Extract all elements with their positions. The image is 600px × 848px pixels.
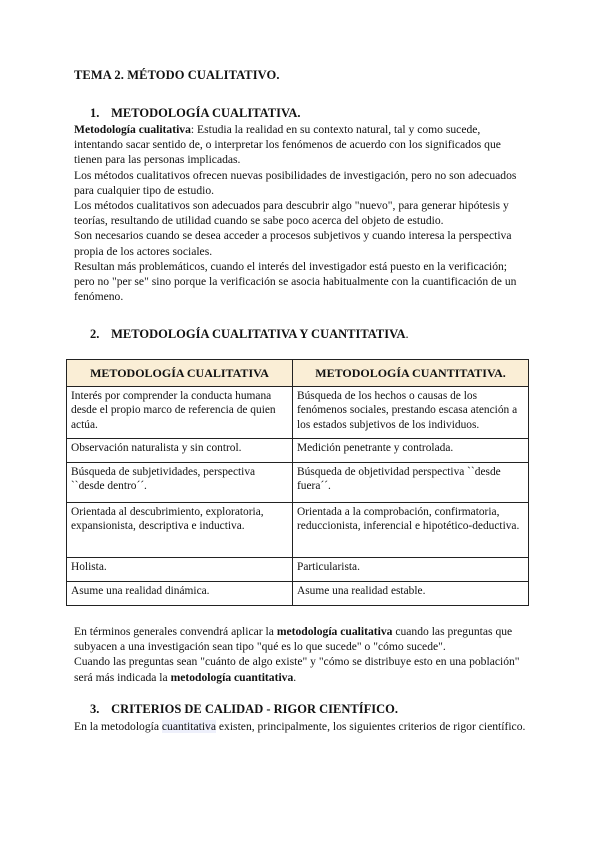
section-2-heading bbox=[90, 327, 409, 342]
text-run: Cuando las preguntas sean "cuánto de algo existe" y "cómo se distribuye esto en una población" será más indicada la bbox=[74, 655, 520, 684]
paragraph bbox=[74, 719, 530, 734]
table-cell: Observación naturalista y sin control. bbox=[67, 439, 293, 463]
text-run: En términos generales convendrá aplicar la bbox=[74, 625, 277, 638]
section-2-after-body bbox=[74, 624, 530, 685]
table-cell: Orientada a la comprobación, confirmatoria, reduccionista, inferencial e hipotético-deductiva. bbox=[293, 503, 529, 558]
section-1-number: 1. bbox=[90, 106, 100, 120]
paragraph bbox=[74, 654, 530, 684]
highlighted-word: cuantitativa bbox=[161, 720, 216, 733]
table-cell: Interés por comprender la conducta humana desde el propio marco de referencia de quien actúa. bbox=[67, 387, 293, 439]
paragraph: Son necesarios cuando se desea acceder a procesos subjetivos y cuando interesa la perspectiva propia de los actores sociales. bbox=[74, 229, 512, 258]
table-cell: Asume una realidad dinámica. bbox=[67, 582, 293, 606]
table-cell: Particularista. bbox=[293, 558, 529, 582]
paragraph: Los métodos cualitativos ofrecen nuevas posibilidades de investigación, pero no son adecuados para cualquier tipo de estudio. bbox=[74, 168, 517, 197]
section-2-title-end: . bbox=[405, 327, 409, 341]
definition-paragraph bbox=[74, 122, 530, 168]
document-title: TEMA 2. MÉTODO CUALITATIVO. bbox=[74, 68, 280, 82]
comparison-table bbox=[66, 359, 529, 606]
table-header-row bbox=[67, 360, 529, 387]
section-3-heading bbox=[90, 702, 398, 717]
table-cell: Asume una realidad estable. bbox=[293, 582, 529, 606]
section-3-title: CRITERIOS DE CALIDAD - RIGOR CIENTÍFICO. bbox=[111, 702, 398, 716]
table-cell: Búsqueda de los hechos o causas de los fenómenos sociales, prestando escasa atención a los estados subjetivos de los individuos. bbox=[293, 387, 529, 439]
table-row bbox=[67, 387, 529, 439]
bold-term: metodología cualitativa bbox=[276, 625, 393, 638]
section-2-number: 2. bbox=[90, 327, 100, 341]
table-row bbox=[67, 503, 529, 558]
definition-term: Metodología cualitativa bbox=[74, 123, 191, 136]
table-cell: Holista. bbox=[67, 558, 293, 582]
table-header-qualitative: METODOLOGÍA CUALITATIVA bbox=[67, 360, 293, 387]
section-1-heading bbox=[90, 106, 301, 121]
paragraph: Los métodos cualitativos son adecuados para descubrir algo "nuevo", para generar hipótesis y teorías, resultando de utilidad cuando se sabe poco acerca del objeto de estudio. bbox=[74, 199, 509, 228]
section-3-number: 3. bbox=[90, 702, 100, 716]
table-row bbox=[67, 463, 529, 503]
section-3-body bbox=[74, 719, 530, 734]
table-cell: Orientada al descubrimiento, exploratoria, expansionista, descriptiva e inductiva. bbox=[67, 503, 293, 558]
table-row bbox=[67, 439, 529, 463]
section-1-title: METODOLOGÍA CUALITATIVA. bbox=[111, 106, 301, 120]
section-2-title: METODOLOGÍA CUALITATIVA Y CUANTITATIVA bbox=[111, 327, 406, 341]
table-header-quantitative: METODOLOGÍA CUANTITATIVA. bbox=[293, 360, 529, 387]
table-row bbox=[67, 558, 529, 582]
text-run: . bbox=[293, 670, 297, 684]
bold-term: metodología cuantitativa bbox=[170, 670, 294, 684]
text-run: existen, principalmente, los siguientes criterios de rigor científico. bbox=[216, 720, 526, 733]
table-cell: Búsqueda de subjetividades, perspectiva ``desde dentro´´. bbox=[67, 463, 293, 503]
text-run: En la metodología bbox=[74, 720, 162, 733]
definition-text: : Estudia la realidad en su contexto natural, tal y como sucede, intentando sacar sentido de, o interpretar los fenómenos de acuerdo con los significados que tienen para las personas implicadas. bbox=[74, 123, 501, 167]
paragraph: Resultan más problemáticos, cuando el interés del investigador está puesto en la verificación; pero no "per se" sino porque la verificación se asocia habitualmente con la cuantificación de un fenómeno. bbox=[74, 259, 517, 304]
section-1-body bbox=[74, 122, 530, 304]
paragraph bbox=[74, 624, 530, 654]
table-cell: Medición penetrante y controlada. bbox=[293, 439, 529, 463]
text-run: cuando las preguntas que subyacen a una investigación sean tipo "qué es lo que sucede" o "cómo sucede". bbox=[74, 625, 513, 654]
table-cell: Búsqueda de objetividad perspectiva ``desde fuera´´. bbox=[293, 463, 529, 503]
table-row bbox=[67, 582, 529, 606]
